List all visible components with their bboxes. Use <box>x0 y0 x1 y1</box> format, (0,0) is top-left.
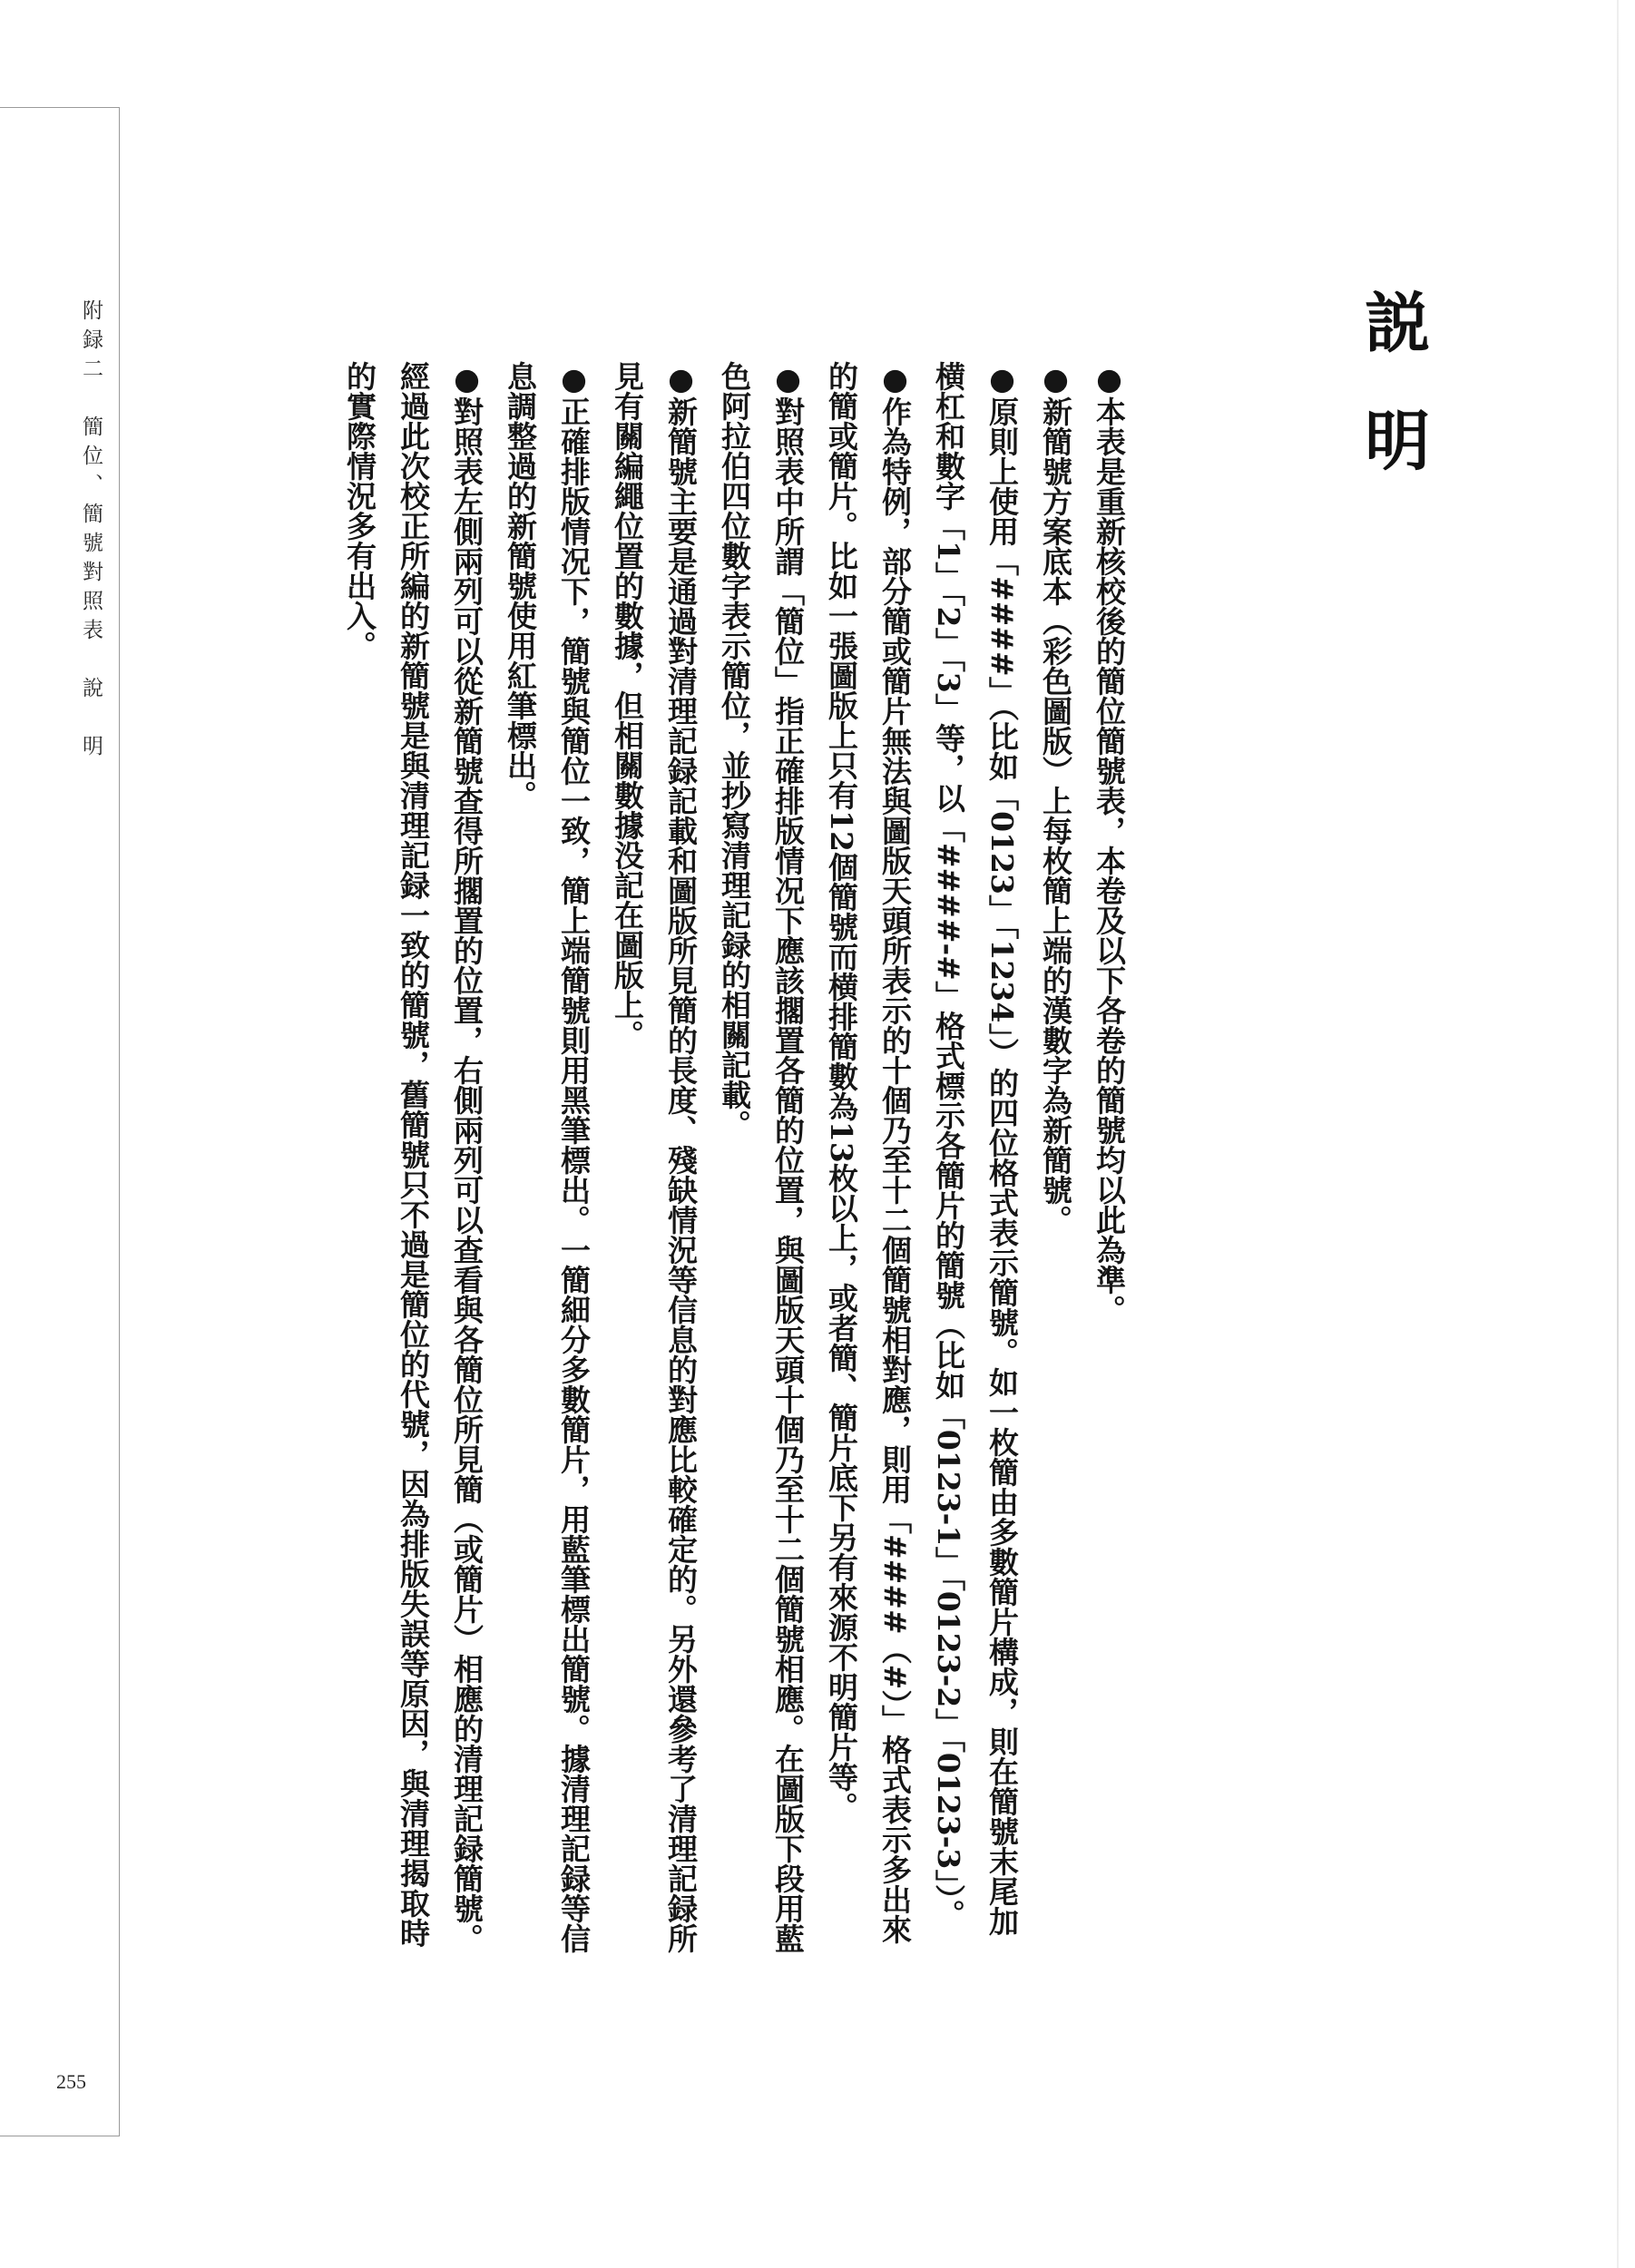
scan-edge <box>1617 0 1619 2268</box>
paragraph-6: ●新簡號主要是通過對清理記録記載和圖版所見簡的長度、殘缺情況等信息的對應比較確定的。另外還參考了清理記録所見有關編繩位置的數據，但相關數據没記在圖版上。 <box>610 361 699 1953</box>
paragraph-4: ●作為特例，部分簡或簡片無法與圖版天頭所表示的十個乃至十二個簡號相對應，則用「####（#）」格式表示多出來的簡或簡片。比如一張圖版上只有12個簡號而横排簡數為13枚以上，或者簡、簡片底下另有來源不明簡片等。 <box>824 361 913 1944</box>
page-title: 説明 <box>1354 288 1432 524</box>
page-number: 255 <box>56 2070 86 2093</box>
paragraph-5: ●對照表中所謂「簡位」指正確排版情况下應該擱置各簡的位置，與圖版天頭十個乃至十二個簡號相應。在圖版下段用藍色阿拉伯四位數字表示簡位，並抄寫清理記録的相關記載。 <box>717 361 806 1953</box>
paragraph-2: ●新簡號方案底本（彩色圖版）上每枚簡上端的漢數字為新簡號。 <box>1038 361 1073 1235</box>
paragraph-1: ●本表是重新核校後的簡位簡號表，本卷及以下各卷的簡號均以此為準。 <box>1092 361 1127 1325</box>
running-head: 附録二 簡位、簡號對照表 說 明 <box>79 299 103 764</box>
paragraph-3: ●原則上使用「####」（比如「0123」「1234」）的四位格式表示簡號。如一枚簡由多數簡片構成，則在簡號末尾加横杠和數字「1」「2」「3」等，以「####-#」格式標示各簡片的簡號（比如「0123-1」「0123-2」「0123-3」）。 <box>931 361 1020 1936</box>
paragraph-7: ●正確排版情况下，簡號與簡位一致，簡上端簡號則用黑筆標出。一簡細分多數簡片，用藍筆標出簡號。據清理記録等信息調整過的新簡號使用紅筆標出。 <box>503 361 592 1953</box>
body-text <box>333 361 1136 1958</box>
paragraph-8: ●對照表左側兩列可以從新簡號查得所擱置的位置，右側兩列可以查看與各簡位所見簡（或簡片）相應的清理記録簡號。經過此次校正所編的新簡號是與清理記録一致的簡號，舊簡號只不過是簡位的代號，因為排版失誤等原因，與清理揭取時的實際情況多有出入。 <box>342 361 485 1953</box>
